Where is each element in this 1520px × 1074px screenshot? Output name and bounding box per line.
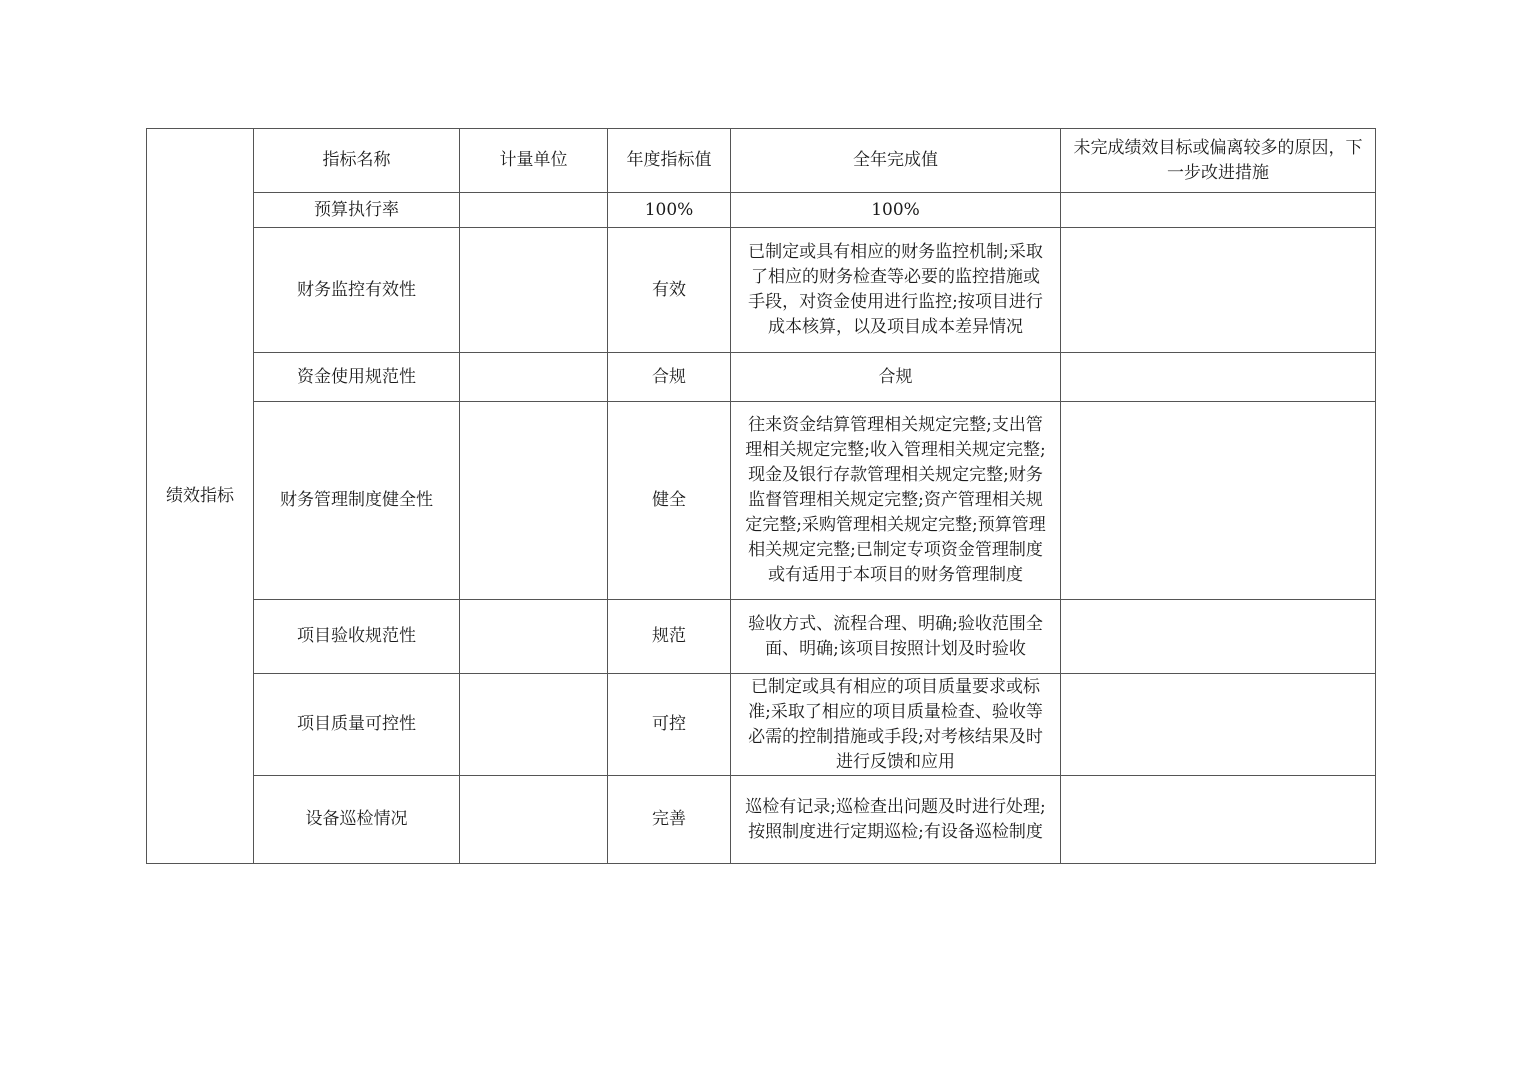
actual-value-cell: 已制定或具有相应的财务监控机制;采取了相应的财务检查等必要的监控措施或手段，对资金使用进行监控;按项目进行成本核算，以及项目成本差异情况 xyxy=(731,228,1061,353)
annual-target-cell: 合规 xyxy=(608,353,731,402)
header-reason: 未完成绩效目标或偏离较多的原因，下一步改进措施 xyxy=(1061,129,1376,193)
table-row xyxy=(147,193,1376,228)
annual-target-cell: 可控 xyxy=(608,674,731,776)
indicator-name-cell: 设备巡检情况 xyxy=(254,776,460,864)
table-row xyxy=(147,776,1376,864)
reason-cell xyxy=(1061,353,1376,402)
reason-cell xyxy=(1061,402,1376,600)
table-row xyxy=(147,674,1376,776)
table-row xyxy=(147,228,1376,353)
table-row xyxy=(147,353,1376,402)
indicator-name-cell: 项目质量可控性 xyxy=(254,674,460,776)
annual-target-cell: 健全 xyxy=(608,402,731,600)
group-label-cell: 绩效指标 xyxy=(147,129,254,864)
actual-value-cell: 100% xyxy=(731,193,1061,228)
reason-cell xyxy=(1061,228,1376,353)
header-indicator-name: 指标名称 xyxy=(254,129,460,193)
indicator-name-cell: 资金使用规范性 xyxy=(254,353,460,402)
indicator-name-cell: 预算执行率 xyxy=(254,193,460,228)
unit-cell xyxy=(460,353,608,402)
unit-cell xyxy=(460,402,608,600)
actual-value-cell: 已制定或具有相应的项目质量要求或标准;采取了相应的项目质量检查、验收等必需的控制措施或手段;对考核结果及时进行反馈和应用 xyxy=(731,674,1061,776)
header-annual-target: 年度指标值 xyxy=(608,129,731,193)
indicator-name-cell: 财务监控有效性 xyxy=(254,228,460,353)
reason-cell xyxy=(1061,674,1376,776)
indicator-name-cell: 项目验收规范性 xyxy=(254,600,460,674)
annual-target-cell: 有效 xyxy=(608,228,731,353)
reason-cell xyxy=(1061,600,1376,674)
annual-target-cell: 规范 xyxy=(608,600,731,674)
performance-indicator-table xyxy=(146,128,1376,864)
unit-cell xyxy=(460,674,608,776)
actual-value-cell: 往来资金结算管理相关规定完整;支出管理相关规定完整;收入管理相关规定完整;现金及银行存款管理相关规定完整;财务监督管理相关规定完整;资产管理相关规定完整;采购管理相关规定完整;预算管理相关规定完整;已制定专项资金管理制度或有适用于本项目的财务管理制度 xyxy=(731,402,1061,600)
unit-cell xyxy=(460,193,608,228)
annual-target-cell: 完善 xyxy=(608,776,731,864)
header-row xyxy=(147,129,1376,193)
indicator-name-cell: 财务管理制度健全性 xyxy=(254,402,460,600)
unit-cell xyxy=(460,776,608,864)
reason-cell xyxy=(1061,776,1376,864)
table-row xyxy=(147,600,1376,674)
reason-cell xyxy=(1061,193,1376,228)
actual-value-cell: 合规 xyxy=(731,353,1061,402)
actual-value-cell: 巡检有记录;巡检查出问题及时进行处理;按照制度进行定期巡检;有设备巡检制度 xyxy=(731,776,1061,864)
table-row xyxy=(147,402,1376,600)
header-actual-value: 全年完成值 xyxy=(731,129,1061,193)
unit-cell xyxy=(460,228,608,353)
annual-target-cell: 100% xyxy=(608,193,731,228)
header-unit: 计量单位 xyxy=(460,129,608,193)
actual-value-cell: 验收方式、流程合理、明确;验收范围全面、明确;该项目按照计划及时验收 xyxy=(731,600,1061,674)
unit-cell xyxy=(460,600,608,674)
